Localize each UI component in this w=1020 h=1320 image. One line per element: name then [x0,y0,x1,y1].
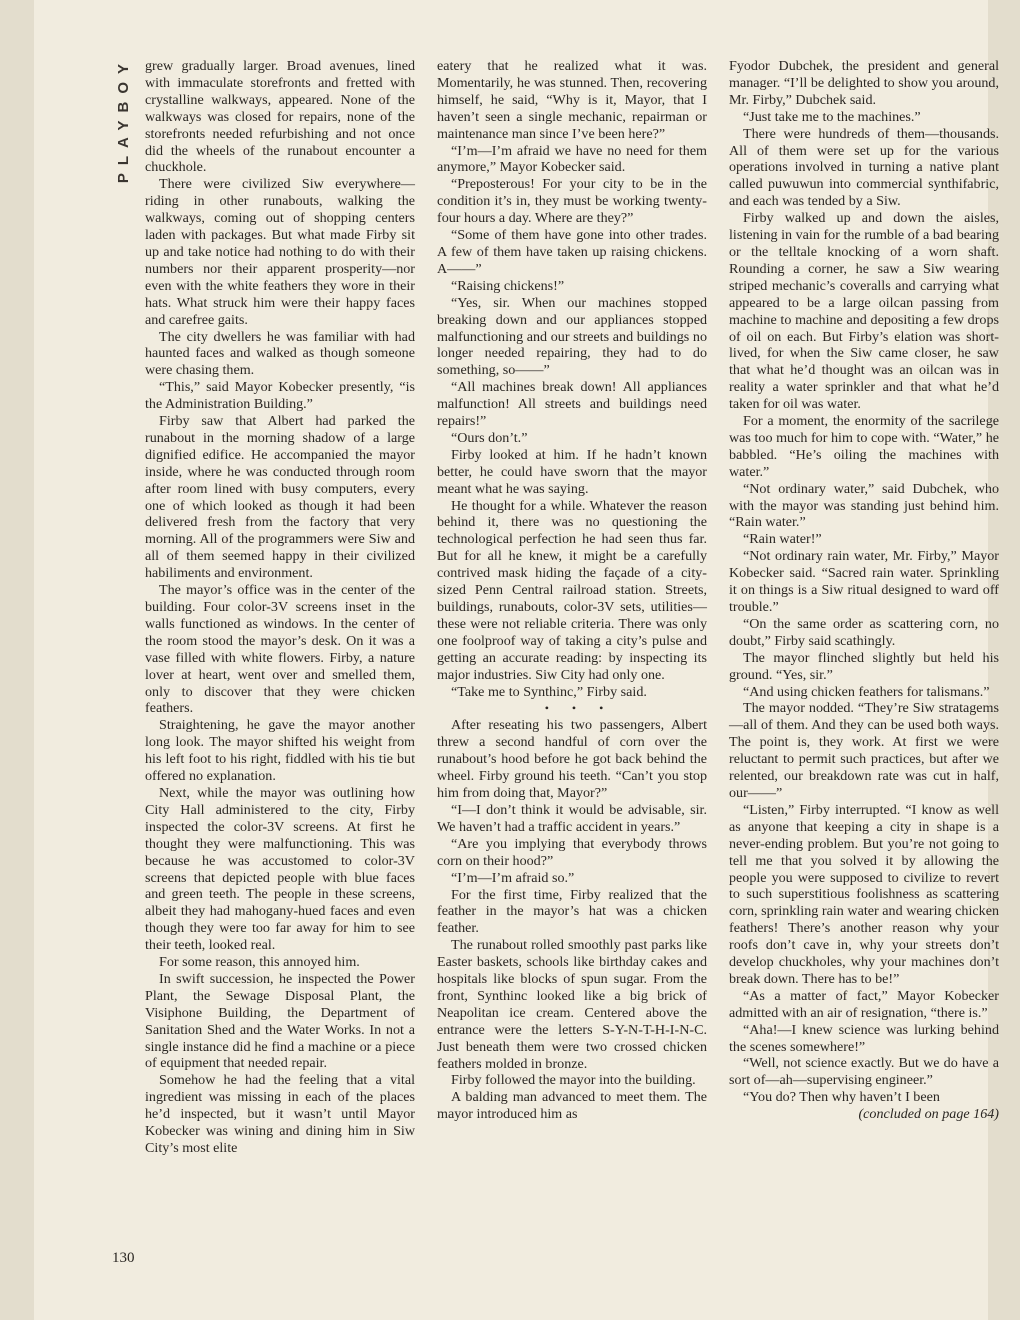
paragraph: “Take me to Synthinc,” Firby said. [451,683,647,700]
paragraph: “I’m—I’m afraid we have no need for them anymore,” Mayor Kobecker said. [437,142,707,176]
paragraph: (concluded on page 164) [858,1106,999,1123]
paragraph: For a moment, the enormity of the sacrilege was too much for him to cope with. “Water,” he babbled. “He’s oiling the machines with water.” [729,413,999,480]
text-column-1 [145,58,415,1157]
paragraph: “Not ordinary rain water, Mr. Firby,” Mayor Kobecker said. “Sacred rain water. Sprinkling it on things is a Siw ritual designed to ward off trouble.” [729,548,999,615]
paragraph: There were civilized Siw everywhere—riding in other runabouts, walking the walkways, coming out of shopping centers laden with packages. But what made Firby sit up and take notice had nothing to do with their numbers nor their apparent prosperity—nor even with the white feathers they wore in their hats. What struck him were their happy faces and carefree gaits. [145,176,415,328]
paragraph: “Ours don’t.” [451,429,528,446]
paragraph: “Yes, sir. When our machines stopped breaking down and our appliances stopped malfunctioning and our streets and buildings no longer needed repairing, they had to do something, so——” [437,294,707,379]
paragraph: The mayor nodded. “They’re Siw stratagems—all of them. And they can be used both ways. The point is, they work. At first we were reluctant to permit such practices, but after we relented, our breakdown rate was cut in half, our——” [729,700,999,801]
paragraph: For the first time, Firby realized that the feather in the mayor’s hat was a chicken feather. [437,886,707,937]
text-column-3 [729,58,999,1123]
paragraph: “Not ordinary water,” said Dubchek, who with the mayor was standing just behind him. “Rain water.” [729,480,999,531]
magazine-name: PLAYBOY [115,56,132,184]
paragraph: “Are you implying that everybody throws corn on their hood?” [437,835,707,869]
paragraph: Straightening, he gave the mayor another long look. The mayor shifted his weight from his left foot to his right, fiddled with his tie but offered no explanation. [145,717,415,785]
paragraph: eatery that he realized what it was. Momentarily, he was stunned. Then, recovering himself, he said, “Why is it, Mayor, that I haven’t seen a single mechanic, repairman or maintenance man since I’ve been here?” [437,58,707,142]
paragraph: • • • [544,701,614,716]
paragraph: He thought for a while. Whatever the reason behind it, there was no questioning the technological perfection he had seen thus far. But for all he knew, it might be a carefully contrived mask hiding the façade of a city-sized Penn Central railroad station. Streets, buildings, runabouts, color-3V sets, utilities—these were not reliable criteria. There was only one foolproof way of taking a city’s pulse and getting an accurate reading: by inspecting its major industries. Siw City had only one. [437,497,707,683]
paragraph: “And using chicken feathers for talismans.” [743,683,990,700]
paragraph: “Rain water!” [743,531,822,548]
paragraph: “Aha!—I knew science was lurking behind the scenes somewhere!” [729,1021,999,1055]
paragraph: “Some of them have gone into other trades. A few of them have taken up raising chickens. A——” [437,227,707,277]
page-number: 130 [112,1250,135,1266]
paragraph: “On the same order as scattering corn, no doubt,” Firby said scathingly. [729,615,999,649]
paragraph: For some reason, this annoyed him. [159,954,360,971]
paragraph: “As a matter of fact,” Mayor Kobecker admitted with an air of resignation, “there is.” [729,987,999,1021]
paragraph: The mayor’s office was in the center of the building. Four color-3V screens inset in the walls functioned as windows. In the center of the room stood the mayor’s desk. On it was a vase filled with white flowers. Firby, a nature lover at heart, went over and smelled them, only to discover that they were chicken feathers. [145,582,415,717]
paragraph: “Raising chickens!” [451,277,565,294]
paragraph: Firby saw that Albert had parked the runabout in the morning shadow of a large dignified edifice. He accompanied the mayor inside, where he was conducted through room after room lined with busy computers, every one of which looked as though it had been delivered fresh from the factory that very morning. All of the programmers were Siw and all of them seemed happy in their civilized habiliments and environment. [145,413,415,582]
paragraph: A balding man advanced to meet them. The mayor introduced him as [437,1089,707,1123]
paragraph: “Preposterous! For your city to be in the condition it’s in, they must be working twenty-four hours a day. Where are they?” [437,176,707,227]
magazine-page [34,0,999,1320]
paragraph: “All machines break down! All appliances malfunction! All streets and buildings need repairs!” [437,379,707,430]
paragraph: “Listen,” Firby interrupted. “I know as well as anyone that keeping a city in shape is a never-ending problem. But you’re not going to tell me that you solved it by allowing the people you were supposed to civilize to revert to such superstitious foolishness as scattering corn, sprinkling rain water and wearing chicken feathers! There’s another reason why your roofs don’t cave in, why your streets don’t develop chuckholes, why your machines don’t break down. There has to be!” [729,801,999,987]
paragraph: “Well, not science exactly. But we do have a sort of—ah—supervising engineer.” [729,1055,999,1089]
paragraph: “This,” said Mayor Kobecker presently, “is the Administration Building.” [145,379,415,413]
paragraph: “I’m—I’m afraid so.” [451,869,575,886]
paragraph: Firby followed the mayor into the building. [451,1072,696,1089]
paragraph: The runabout rolled smoothly past parks like Easter baskets, schools like birthday cakes and hospitals like blocks of spun sugar. From the front, Synthinc looked like a big brick of Neapolitan ice cream. Centered above the entrance were the letters S-Y-N-T-H-I-N-C. Just beneath them were two crossed chicken feathers molded in bronze. [437,937,707,1072]
paragraph: Fyodor Dubchek, the president and general manager. “I’ll be delighted to show you around, Mr. Firby,” Dubchek said. [729,58,999,108]
paragraph: In swift succession, he inspected the Power Plant, the Sewage Disposal Plant, the Visiphone Building, the Department of Sanitation Shed and the Water Works. In not a single instance did he find a machine or a piece of equipment that needed repair. [145,970,415,1072]
paragraph: Next, while the mayor was outlining how City Hall administered to the city, Firby inspected the color-3V screens. At first he thought they were malfunctioning. This was because he was accustomed to color-3V screens that depicted people with blue faces and green teeth. The people in these screens, albeit they had mahogany-hued faces and even though they were too far away for him to see their teeth, looked real. [145,784,415,954]
text-column-2 [437,58,707,1123]
paragraph: There were hundreds of them—thousands. All of them were set up for the various operations involved in turning a native plant called puwuwun into commercial synthifabric, and each was tended by a Siw. [729,125,999,210]
paragraph: “You do? Then why haven’t I been [743,1089,940,1106]
paragraph: grew gradually larger. Broad avenues, lined with immaculate storefronts and fretted with crystalline walkways, appeared. None of the walkways was closed for repairs, none of the storefronts needed refurbishing and not once did the wheels of the runabout encounter a chuckhole. [145,58,415,176]
paragraph: “I—I don’t think it would be advisable, sir. We haven’t had a traffic accident in years.” [437,801,707,835]
paragraph: “Just take me to the machines.” [743,108,921,125]
paragraph: Firby walked up and down the aisles, listening in vain for the rumble of a bad bearing or the telltale knocking of a worn shaft. Rounding a corner, he saw a Siw wearing striped mechanic’s coveralls and carrying what appeared to be a large oilcan passing from machine to machine and depositing a few drops of oil on each. But Firby’s elation was short-lived, for when the Siw came closer, he saw that what he’d thought was an oilcan was in reality a water sprinkler and that what he’d taken for oil was water. [729,210,999,413]
paragraph: The city dwellers he was familiar with had haunted faces and walked as though someone were chasing them. [145,328,415,379]
paragraph: Somehow he had the feeling that a vital ingredient was missing in each of the places he’d inspected, but it wasn’t until Mayor Kobecker was wining and dining him in Siw City’s most elite [145,1072,415,1156]
paragraph: The mayor flinched slightly but held his ground. “Yes, sir.” [729,649,999,683]
paragraph: Firby looked at him. If he hadn’t known better, he could have sworn that the mayor meant what he was saying. [437,446,707,497]
paragraph: After reseating his two passengers, Albert threw a second handful of corn over the runabout’s hood before he got back behind the wheel. Firby ground his teeth. “Can’t you stop him from doing that, Mayor?” [437,717,707,802]
